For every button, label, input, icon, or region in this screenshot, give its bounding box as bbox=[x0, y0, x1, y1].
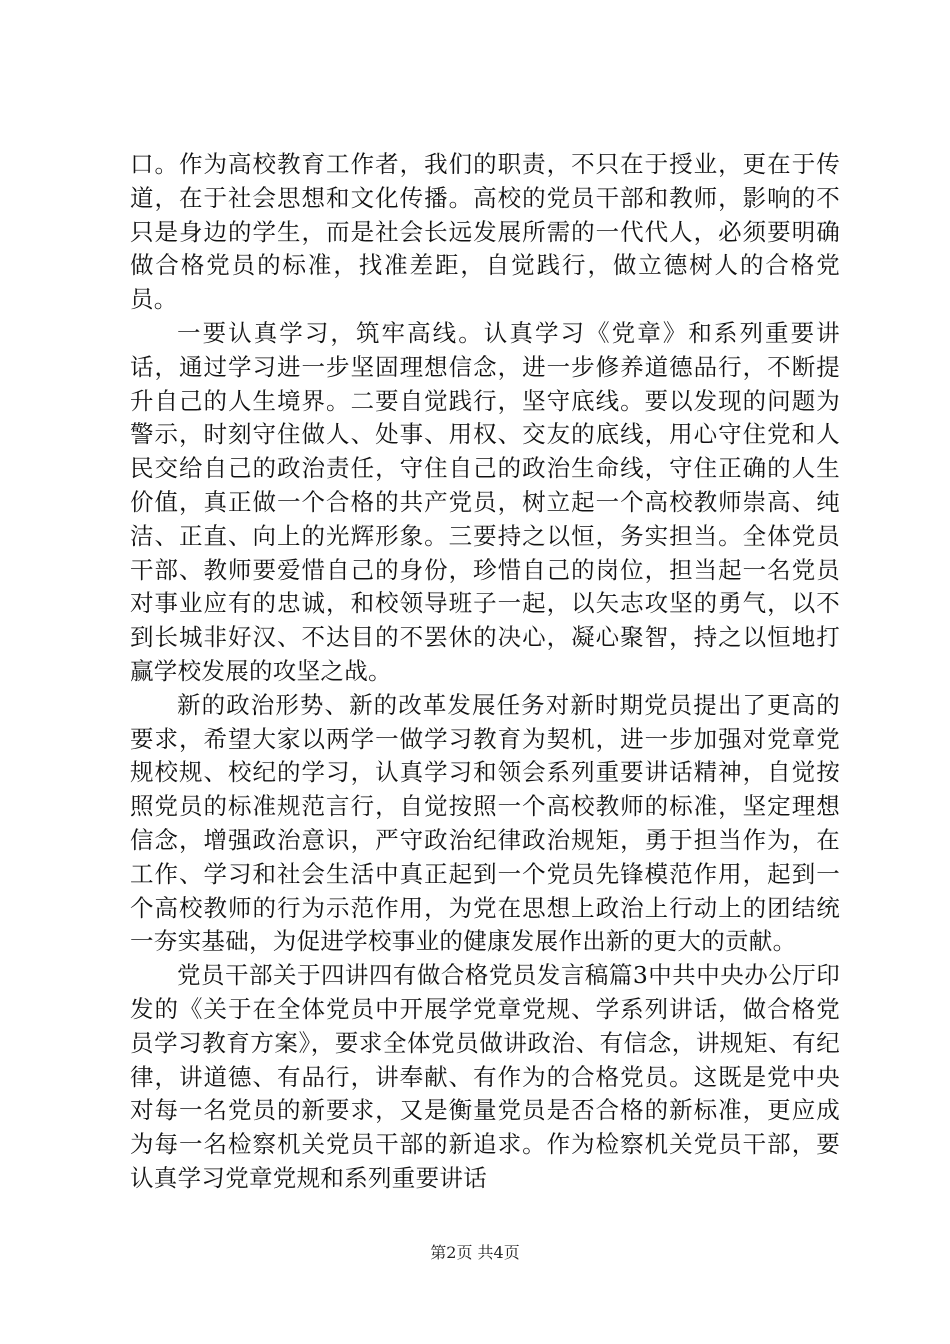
paragraph-1: 口。作为高校教育工作者，我们的职责，不只在于授业，更在于传道，在于社会思想和文化传播。高校的党员干部和教师，影响的不只是身边的学生，而是社会长远发展所需的一代代人，必须要明确做合格党员的标准，找准差距，自觉践行，做立德树人的合格党员。 bbox=[130, 150, 840, 314]
paragraph-4: 党员干部关于四讲四有做合格党员发言稿篇3中共中央办公厅印发的《关于在全体党员中开展学党章党规、学系列讲话，做合格党员学习教育方案》，要求全体党员做讲政治、有信念，讲规矩、有纪律，讲道德、有品行，讲奉献、有作为的合格党员。这既是党中央对每一名党员的新要求，又是衡量党员是否合格的新标准，更应成为每一名检察机关党员干部的新追求。作为检察机关党员干部，要认真学习党章党规和系列重要讲话 bbox=[130, 961, 840, 1192]
document-body bbox=[130, 148, 840, 1196]
page-number-footer: 第2页 共4页 bbox=[430, 1243, 520, 1262]
paragraph-3: 新的政治形势、新的改革发展任务对新时期党员提出了更高的要求，希望大家以两学一做学习教育为契机，进一步加强对党章党规校规、校纪的学习，认真学习和领会系列重要讲话精神，自觉按照党员的标准规范言行，自觉按照一个高校教师的标准，坚定理想信念，增强政治意识，严守政治纪律政治规矩，勇于担当作为，在工作、学习和社会生活中真正起到一个党员先锋模范作用，起到一个高校教师的行为示范作用，为党在思想上政治上行动上的团结统一夯实基础，为促进学校事业的健康发展作出新的更大的贡献。 bbox=[130, 690, 840, 956]
paragraph-2: 一要认真学习，筑牢高线。认真学习《党章》和系列重要讲话，通过学习进一步坚固理想信念，进一步修养道德品行，不断提升自己的人生境界。二要自觉践行，坚守底线。要以发现的问题为警示，时刻守住做人、处事、用权、交友的底线，用心守住党和人民交给自己的政治责任，守住自己的政治生命线，守住正确的人生价值，真正做一个合格的共产党员，树立起一个高校教师崇高、纯洁、正直、向上的光辉形象。三要持之以恒，务实担当。全体党员干部、教师要爱惜自己的身份，珍惜自己的岗位，担当起一名党员对事业应有的忠诚，和校领导班子一起，以矢志攻坚的勇气，以不到长城非好汉、不达目的不罢休的决心，凝心聚智，持之以恒地打赢学校发展的攻坚之战。 bbox=[130, 318, 840, 685]
